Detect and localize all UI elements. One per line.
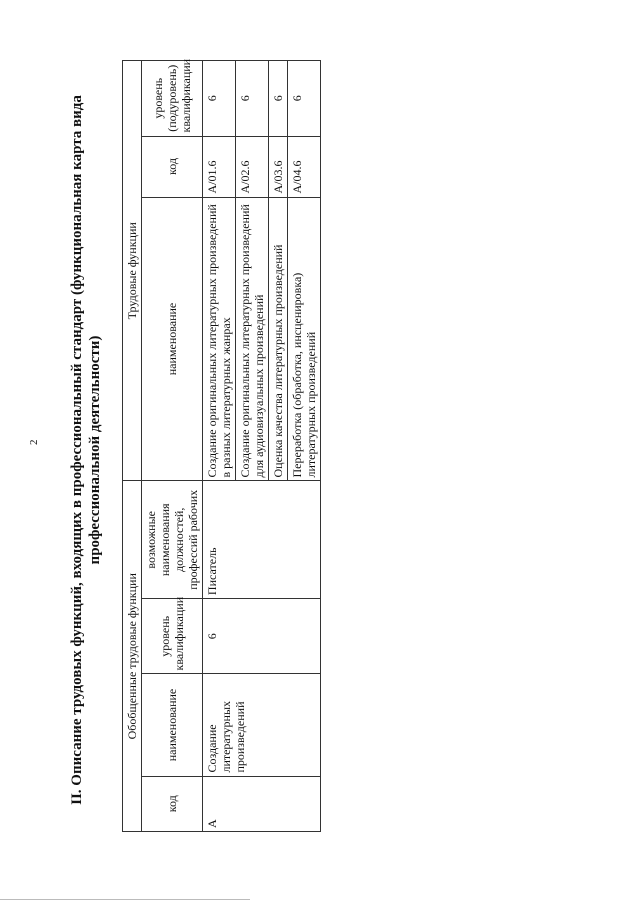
header-positions: возможные наименования должностей, профессий рабочих: [142, 481, 203, 599]
header-name: наименование: [142, 674, 203, 776]
functional-map-table: [122, 60, 321, 832]
section-title: [68, 60, 104, 840]
lf-name: Создание оригинальных литературных произведений в разных литературных жанрах: [203, 197, 236, 481]
header-labor: Трудовые функции: [123, 61, 142, 482]
lf-code: A/03.6: [269, 136, 288, 197]
table-row: [203, 61, 236, 832]
header-row-group: [123, 61, 142, 832]
lf-name: Переработка (обработка, инсценировка) литературных произведений: [288, 197, 321, 481]
header-row-columns: [142, 61, 203, 832]
header-generalized: Обобщенные трудовые функции: [123, 481, 142, 832]
lf-code: A/04.6: [288, 136, 321, 197]
gf-level: 6: [203, 599, 321, 674]
lf-level: 6: [269, 61, 288, 137]
scan-edge-line: [0, 899, 250, 900]
gf-code: A: [203, 776, 321, 831]
header-labor-name: наименование: [142, 197, 203, 481]
lf-name: Оценка качества литературных произведений: [269, 197, 288, 481]
header-code: код: [142, 776, 203, 831]
title-line-2: профессиональной деятельности): [87, 335, 103, 565]
rotated-page-content: [68, 60, 628, 840]
lf-name: Создание оригинальных литературных произведений для аудиовизуальных произведений: [236, 197, 269, 481]
header-labor-code: код: [142, 136, 203, 197]
lf-level: 6: [288, 61, 321, 137]
title-line-1: II. Описание трудовых функций, входящих в профессиональный стандарт (функциональная карта вида: [69, 95, 85, 805]
gf-positions: Писатель: [203, 481, 321, 599]
header-level: уровень квалификации: [142, 599, 203, 674]
gf-name: Создание литературных произведений: [203, 674, 321, 776]
header-sublevel: уровень (подуровень) квалификации: [142, 61, 203, 137]
page-number: 2: [28, 439, 40, 445]
lf-level: 6: [203, 61, 236, 137]
lf-code: A/02.6: [236, 136, 269, 197]
lf-code: A/01.6: [203, 136, 236, 197]
lf-level: 6: [236, 61, 269, 137]
